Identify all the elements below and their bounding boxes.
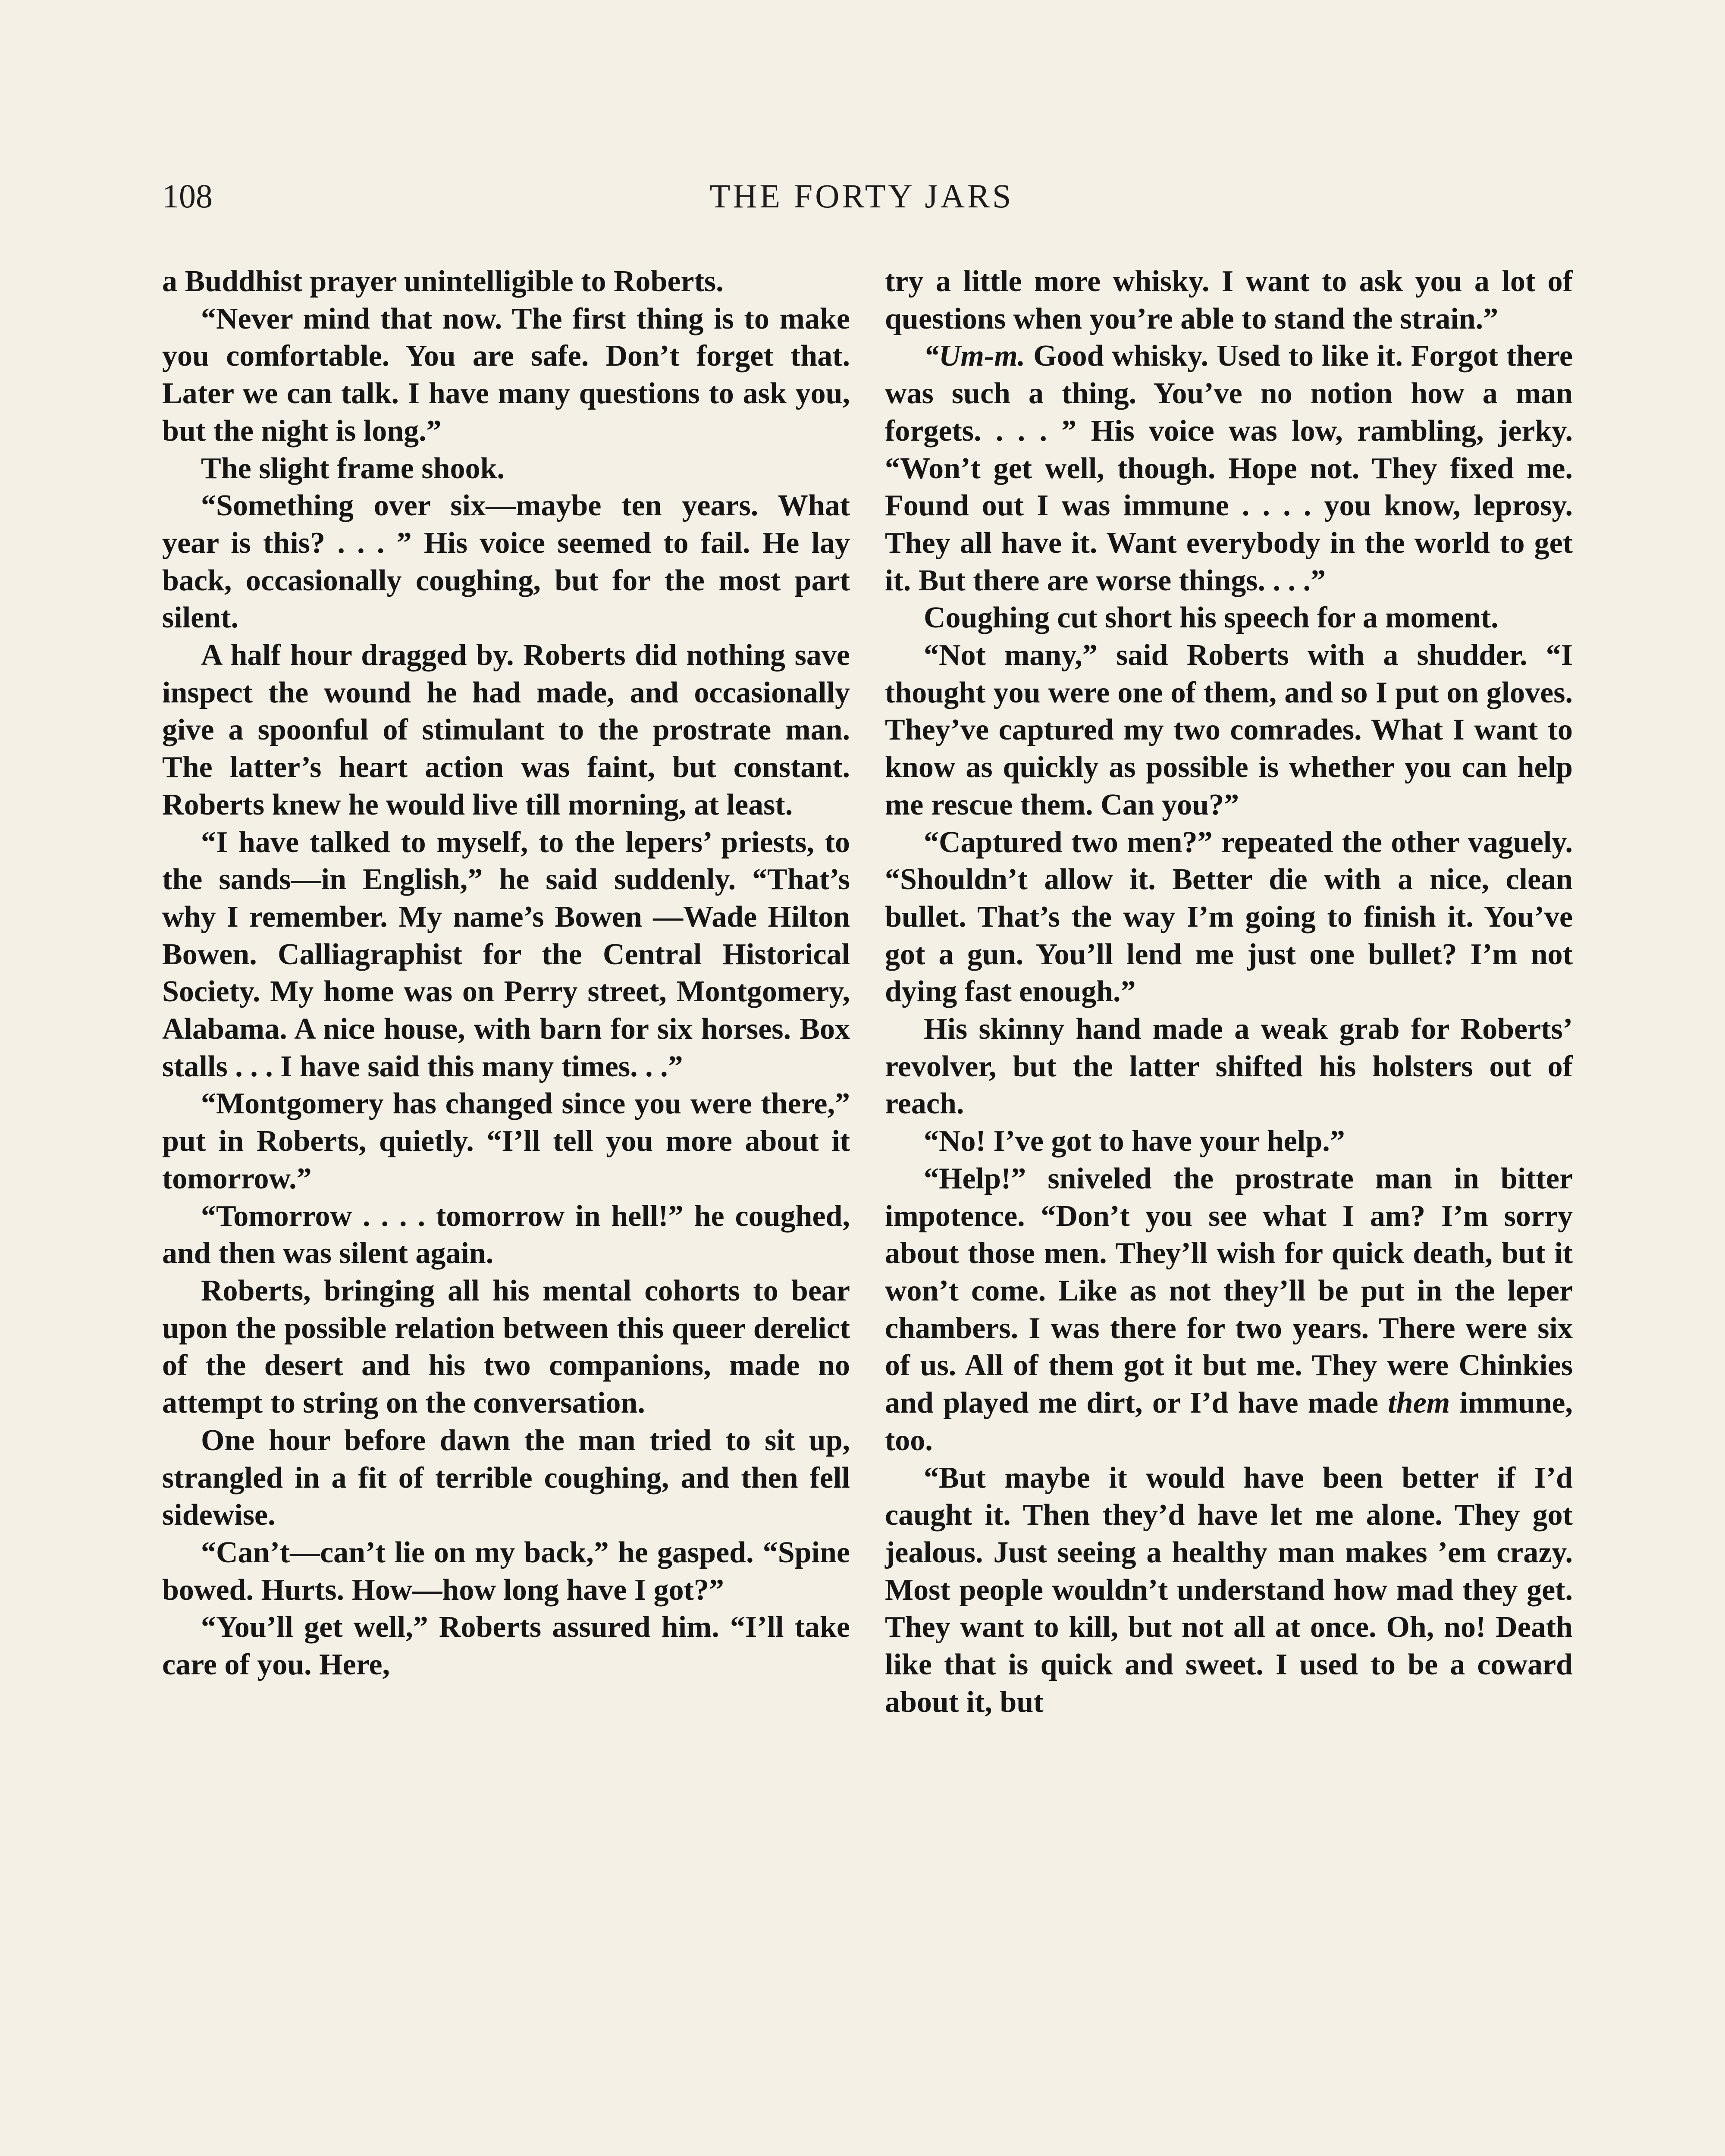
paragraph: “Not many,” said Roberts with a shudder. “I thought you were one of them, and so I put on gloves. They’ve captured my two comrades. What I want to know as quickly as possible is whether you can help me rescue them. Can you?” (885, 639, 1573, 821)
paragraph: Roberts, bringing all his mental cohorts to bear upon the possible relation between this queer derelict of the desert and his two companions, made no attempt to string on the conversation. (162, 1274, 850, 1420)
paragraph: “Something over six—maybe ten years. What year is this? . . . ” His voice seemed to fail. He lay back, occasionally coughing, but for the most part silent. (162, 489, 850, 635)
paragraph: a Buddhist prayer unintelligible to Roberts. (162, 265, 724, 298)
paragraph: One hour before dawn the man tried to sit up, strangled in a fit of terrible coughing, and then fell sidewise. (162, 1423, 850, 1532)
paragraph: Coughing cut short his speech for a moment. (924, 601, 1499, 635)
paragraph-text: immune, too. (885, 1386, 1573, 1457)
italic-text: them (1388, 1386, 1450, 1420)
paragraph: “Never mind that now. The first thing is to make you comfortable. You are safe. Don’t forget that. Later we can talk. I have many questions to ask you, but the night is long.” (162, 302, 850, 448)
paragraph-text: Good whisky. Used to like it. Forgot there was such a thing. You’ve no notion how a man forgets. . . . ” His voice was low, rambling, jerky. “Won’t get well, though. Hope not. They fixed me. Found out I was immune . . . . you know, leprosy. They all have it. Want everybody in the world to get it. But there are worse things. . . .” (885, 339, 1573, 597)
paragraph (885, 338, 1573, 599)
right-column (885, 263, 1573, 1721)
paragraph: “Montgomery has changed since you were there,” put in Roberts, quietly. “I’ll tell you more about it tomorrow.” (162, 1087, 850, 1195)
paragraph: His skinny hand made a weak grab for Roberts’ revolver, but the latter shifted his holsters out of reach. (885, 1012, 1573, 1121)
paragraph: “Tomorrow . . . . tomorrow in hell!” he coughed, and then was silent again. (162, 1199, 850, 1270)
paragraph: “Captured two men?” repeated the other vaguely. “Shouldn’t allow it. Better die with a nice, clean bullet. That’s the way I’m going to finish it. You’ve got a gun. You’ll lend me just one bullet? I’m not dying fast enough.” (885, 825, 1573, 1009)
italic-text: “Um-m. (924, 339, 1026, 373)
paragraph: “Can’t—can’t lie on my back,” he gasped. “Spine bowed. Hurts. How—how long have I got?” (162, 1536, 850, 1607)
paragraph: The slight frame shook. (201, 451, 505, 485)
paragraph: A half hour dragged by. Roberts did nothing save inspect the wound he had made, and occasionally give a spoonful of stimulant to the prostrate man. The latter’s heart action was faint, but constant. Roberts knew he would live till morning, at least. (162, 639, 850, 821)
page-header (162, 172, 1561, 220)
paragraph: “I have talked to myself, to the lepers’ priests, to the sands—in English,” he said suddenly. “That’s why I remember. My name’s Bowen —Wade Hilton Bowen. Calliagraphist for the Central Historical Society. My home was on Perry street, Montgomery, Alabama. A nice house, with barn for six horses. Box stalls . . . I have said this many times. . .” (162, 825, 850, 1083)
page-number: 108 (162, 177, 213, 215)
running-title: THE FORTY JARS (709, 177, 1014, 215)
paragraph: “You’ll get well,” Roberts assured him. “I’ll take care of you. Here, (162, 1611, 850, 1682)
paragraph: “No! I’ve got to have your help.” (924, 1125, 1345, 1158)
paragraph-text: “Help!” sniveled the prostrate man in bitter impotence. “Don’t you see what I am? I’m sorry about those men. They’ll wish for quick death, but it won’t come. Like as not they’ll be put in the leper chambers. I was there for two years. There were six of us. All of them got it but me. They were Chinkies and played me dirt, or I’d have made (885, 1162, 1573, 1420)
paragraph: “But maybe it would have been better if I’d caught it. Then they’d have let me alone. They got jealous. Just seeing a healthy man makes ’em crazy. Most people wouldn’t understand how mad they get. They want to kill, but not all at once. Oh, no! Death like that is quick and sweet. I used to be a coward about it, but (885, 1461, 1573, 1719)
paragraph (885, 1160, 1573, 1460)
left-column (162, 263, 850, 1684)
paragraph: try a little more whisky. I want to ask you a lot of questions when you’re able to stand the strain.” (885, 265, 1573, 335)
